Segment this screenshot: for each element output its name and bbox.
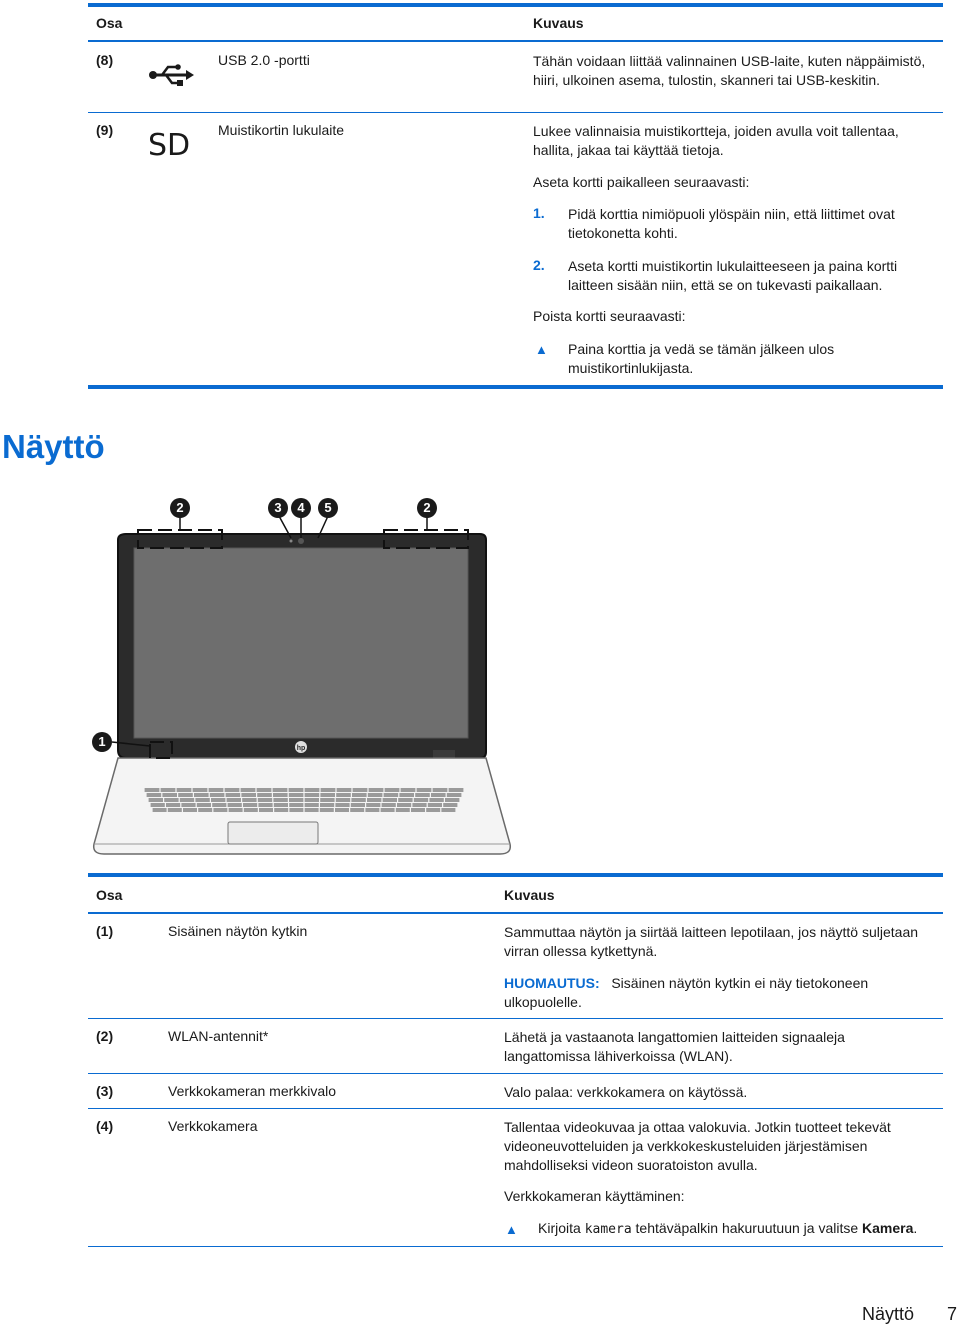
keyboard-key xyxy=(365,808,379,812)
keyboard-key xyxy=(195,798,209,802)
keyboard-key xyxy=(366,803,380,807)
header-description: Kuvaus xyxy=(504,887,555,903)
keyboard-key xyxy=(153,808,167,812)
keyboard-key xyxy=(149,798,163,802)
callout-5: 5 xyxy=(318,498,338,518)
keyboard-key xyxy=(178,793,193,797)
usage-title: Verkkokameran käyttäminen: xyxy=(504,1188,685,1204)
keyboard-key xyxy=(258,798,272,802)
keyboard-key xyxy=(213,808,227,812)
keyboard-key xyxy=(337,788,352,792)
header-rule xyxy=(88,40,943,42)
keyboard-key xyxy=(369,788,384,792)
callout-1: 1 xyxy=(92,732,112,752)
keyboard-key xyxy=(399,793,414,797)
keyboard-key xyxy=(209,788,224,792)
step-text: Pidä korttia nimiöpuoli ylöspäin niin, että liittimet ovat tietokonetta kohti. xyxy=(568,206,895,241)
sd-card-icon: SD xyxy=(148,128,191,163)
insert-instructions-title: Aseta kortti paikalleen seuraavasti: xyxy=(533,174,750,190)
keyboard-key xyxy=(211,798,225,802)
keyboard-key xyxy=(305,803,319,807)
row-name: Muistikortin lukulaite xyxy=(218,122,345,138)
row-description: Tallentaa videokuvaa ja ottaa valokuvia. Jotkin tuotteet tekevät videoneuvotteluiden ja verkkokeskusteluiden järjestämisen mahdolliseksi videon suoratoiston avulla. xyxy=(504,1119,891,1173)
row-name: Verkkokamera xyxy=(168,1118,258,1134)
triangle-bullet-icon: ▲ xyxy=(505,1222,518,1237)
keyboard-key xyxy=(320,793,335,797)
row-description: Lukee valinnaisia muistikortteja, joiden avulla voit tallentaa, hallita, jakaa tai käyttää tietoja. xyxy=(533,123,899,158)
row-number: (8) xyxy=(96,52,114,68)
keyboard-key xyxy=(412,803,426,807)
keyboard-key xyxy=(320,798,334,802)
keyboard-key xyxy=(414,798,428,802)
keyboard-key xyxy=(396,808,410,812)
usb-icon xyxy=(148,64,194,89)
keyboard-key xyxy=(197,803,211,807)
row-name: USB 2.0 -portti xyxy=(218,52,310,68)
row-description: Tähän voidaan liittää valinnainen USB-laite, kuten näppäimistö, hiiri, ulkoinen asema, tulostin, skanneri tai USB-keskitin. xyxy=(533,53,926,88)
row-description: Valo palaa: verkkokamera on käytössä. xyxy=(504,1084,748,1100)
keyboard-key xyxy=(305,798,319,802)
row-number: (4) xyxy=(96,1118,114,1134)
keyboard-key xyxy=(305,788,320,792)
keyboard-key xyxy=(177,788,192,792)
keyboard-key xyxy=(273,798,287,802)
row-divider xyxy=(88,1018,943,1019)
keyboard-key xyxy=(351,798,365,802)
step-number: 2. xyxy=(533,257,545,273)
laptop-figure xyxy=(88,492,518,864)
keyboard-key xyxy=(449,788,464,792)
page-number: 7 xyxy=(947,1304,958,1324)
callout-2-right: 2 xyxy=(417,498,437,518)
table-top-rule xyxy=(88,3,943,7)
row-divider xyxy=(88,112,943,113)
remove-instructions-title: Poista kortti seuraavasti: xyxy=(533,308,686,324)
keyboard-key xyxy=(335,808,349,812)
keyboard-key xyxy=(274,808,288,812)
keyboard-key xyxy=(336,798,350,802)
callout-2-left: 2 xyxy=(170,498,190,518)
keyboard-key xyxy=(257,788,272,792)
callout-3: 3 xyxy=(268,498,288,518)
keyboard-key xyxy=(368,793,383,797)
header-part: Osa xyxy=(96,887,123,903)
keyboard-key xyxy=(258,803,272,807)
keyboard-key xyxy=(353,788,368,792)
keyboard-key xyxy=(194,793,209,797)
keyboard-key xyxy=(350,808,364,812)
svg-text:hp: hp xyxy=(296,745,306,752)
row-number: (2) xyxy=(96,1028,114,1044)
keyboard-key xyxy=(411,808,425,812)
keyboard-key xyxy=(351,803,365,807)
header-rule xyxy=(88,912,943,914)
keyboard-key xyxy=(168,808,182,812)
keyboard-key xyxy=(443,803,457,807)
keyboard-key xyxy=(289,803,303,807)
keyboard-key xyxy=(289,798,303,802)
header-part: Osa xyxy=(96,15,123,31)
keyboard-key xyxy=(162,793,177,797)
row-name: WLAN-antennit* xyxy=(168,1028,269,1044)
keyboard-key xyxy=(274,803,288,807)
section-title: Näyttö xyxy=(2,428,105,465)
keyboard-key xyxy=(183,808,197,812)
keyboard-key xyxy=(229,808,243,812)
keyboard-key xyxy=(210,793,225,797)
keyboard-key xyxy=(145,788,160,792)
keyboard-key xyxy=(320,803,334,807)
keyboard-key xyxy=(367,798,381,802)
keyboard-key xyxy=(321,788,336,792)
row-divider xyxy=(88,1108,943,1109)
keyboard-key xyxy=(397,803,411,807)
keyboard-key xyxy=(273,788,288,792)
keyboard-key xyxy=(305,808,319,812)
keyboard-key xyxy=(384,793,399,797)
bullet-text: Kirjoita kamera tehtäväpalkin hakuruutuun ja valitse Kamera. xyxy=(538,1220,918,1237)
keyboard-key xyxy=(441,808,455,812)
row-description: Sammuttaa näytön ja siirtää laitteen lepotilaan, jos näyttö suljetaan virran ollessa kytkettynä. xyxy=(504,924,919,959)
keyboard-key xyxy=(289,793,304,797)
keyboard-key xyxy=(241,788,256,792)
keyboard-key xyxy=(147,793,162,797)
header-description: Kuvaus xyxy=(533,15,584,31)
note: HUOMAUTUS: Sisäinen näytön kytkin ei näy tietokoneen ulkopuolelle. xyxy=(504,975,869,1010)
table-bottom-rule xyxy=(88,385,943,389)
keyboard-key xyxy=(289,788,304,792)
row-description: Lähetä ja vastaanota langattomien laitteiden signaaleja langattomissa lähiverkoissa (WLAN). xyxy=(504,1029,845,1064)
keyboard-key xyxy=(305,793,320,797)
keyboard-key xyxy=(447,793,462,797)
row-number: (1) xyxy=(96,923,114,939)
keyboard-key xyxy=(335,803,349,807)
keyboard-key xyxy=(426,808,440,812)
keyboard-key xyxy=(428,803,442,807)
keyboard-key xyxy=(382,803,396,807)
table-top-rule xyxy=(88,873,943,877)
keyboard-key xyxy=(226,793,241,797)
keyboard-key xyxy=(433,788,448,792)
keyboard-key xyxy=(383,798,397,802)
keyboard-key xyxy=(273,793,288,797)
keyboard-key xyxy=(198,808,212,812)
keyboard-key xyxy=(151,803,165,807)
bullet-text: Paina korttia ja vedä se tämän jälkeen ulos muistikortinlukijasta. xyxy=(568,341,835,376)
keyboard-key xyxy=(180,798,194,802)
footer-section-name: Näyttö xyxy=(862,1304,915,1324)
row-divider xyxy=(88,1073,943,1074)
keyboard-key xyxy=(242,798,256,802)
keyboard-key xyxy=(415,793,430,797)
keyboard-key xyxy=(243,803,257,807)
keyboard-key xyxy=(336,793,351,797)
row-name: Sisäinen näytön kytkin xyxy=(168,923,308,939)
keyboard-key xyxy=(181,803,195,807)
note-label: HUOMAUTUS: xyxy=(504,975,600,991)
keyboard-key xyxy=(431,793,446,797)
triangle-bullet-icon: ▲ xyxy=(535,342,548,357)
row-number: (9) xyxy=(96,122,114,138)
keyboard-key xyxy=(259,808,273,812)
keyboard-key xyxy=(225,788,240,792)
keyboard-key xyxy=(398,798,412,802)
keyboard-key xyxy=(193,788,208,792)
callout-4: 4 xyxy=(291,498,311,518)
keyboard-key xyxy=(352,793,367,797)
keyboard-key xyxy=(445,798,459,802)
code-keyword: kamera xyxy=(584,1222,632,1237)
table-bottom-rule xyxy=(88,1246,943,1247)
keyboard-key xyxy=(320,808,334,812)
keyboard-key xyxy=(417,788,432,792)
keyboard-key xyxy=(161,788,176,792)
keyboard-key xyxy=(166,803,180,807)
keyboard-key xyxy=(212,803,226,807)
keyboard-key xyxy=(401,788,416,792)
keyboard-key xyxy=(244,808,258,812)
row-number: (3) xyxy=(96,1083,114,1099)
keyboard-key xyxy=(164,798,178,802)
step-text: Aseta kortti muistikortin lukulaitteeseen ja paina kortti laitteen sisään niin, että se on tukevasti paikallaan. xyxy=(568,258,898,293)
keyboard-key xyxy=(241,793,256,797)
step-number: 1. xyxy=(533,205,545,221)
keyboard-key xyxy=(385,788,400,792)
keyboard-key xyxy=(381,808,395,812)
row-name: Verkkokameran merkkivalo xyxy=(168,1083,337,1099)
laptop-illustration xyxy=(88,492,518,864)
keyboard-key xyxy=(289,808,303,812)
keyboard-key xyxy=(227,798,241,802)
keyboard-key xyxy=(228,803,242,807)
keyboard-key xyxy=(429,798,443,802)
keyboard-key xyxy=(257,793,272,797)
